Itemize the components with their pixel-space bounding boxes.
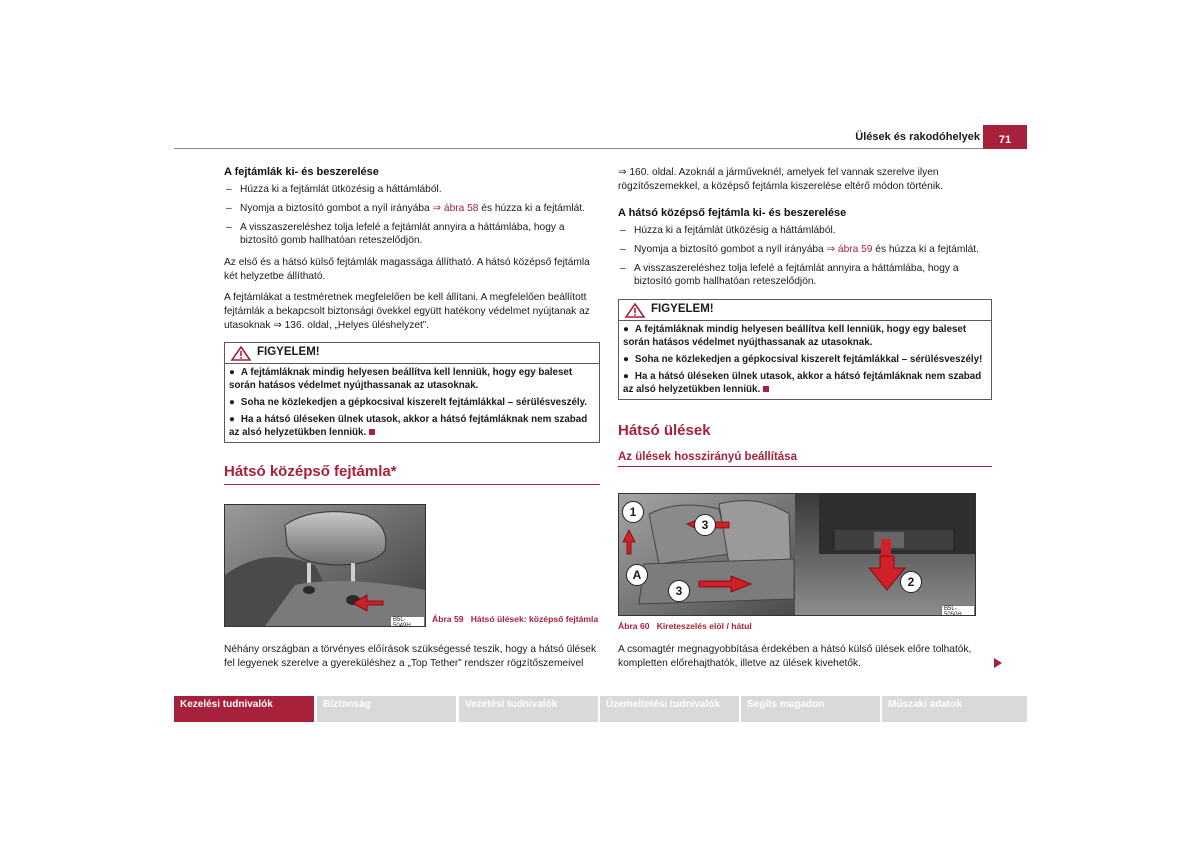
- warning-body: [225, 364, 599, 442]
- section-heading-rear-seats: Hátsó ülések: [618, 422, 711, 439]
- nav-tab-safety[interactable]: Biztonság: [317, 696, 456, 722]
- figure-60-image: [618, 493, 976, 616]
- center-headrest-illustration: [225, 505, 425, 626]
- warning-triangle-icon: [231, 346, 251, 361]
- end-mark: [369, 429, 375, 435]
- figure-60-caption: Ábra 60 Kireteszelés elöl / hátul: [618, 621, 752, 631]
- warning-header: [225, 343, 599, 364]
- continue-arrow-icon[interactable]: [994, 658, 1002, 668]
- figure-59-caption: Ábra 59 Hátsó ülések: középső fejtámla: [432, 614, 599, 624]
- chapter-title: Ülések és rakodóhelyek: [855, 131, 980, 143]
- marker-circle: 1: [622, 501, 644, 523]
- marker-circle: 2: [900, 571, 922, 593]
- nav-tab-maintenance[interactable]: Üzemeltetési tudnivalók: [600, 696, 739, 722]
- section-heading-seat-adjustment: Az ülések hosszirányú beállítása: [618, 451, 797, 463]
- left-column: [224, 166, 600, 485]
- nav-tab-driving[interactable]: Vezetési tudnivalók: [459, 696, 598, 722]
- heading-rule: [224, 484, 600, 485]
- warning-triangle-icon: [625, 303, 645, 318]
- paragraph: A csomagtér megnagyobbítása érdekében a hátsó külső ülések előre tolhatók, kompletten előrehajthatók, illetve az ülések kivehetők.: [618, 644, 972, 669]
- figure-code: B5L-5050H: [941, 605, 975, 616]
- paragraph: Néhány országban a törvényes előírások szükségessé teszik, hogy a hátsó ülések fel legyenek szerelve a gyereküléshez a „Top Tether” rendszer rögzítőszemeivel: [224, 644, 597, 669]
- step-item: – A visszaszereléshez tolja lefelé a fejtámlát annyira a háttámlába, hogy a biztosító gomb hallhatóan reteszelődjön.: [618, 262, 994, 288]
- step-item: – Nyomja a biztosító gombot a nyíl irányába ⇒ ábra 58 és húzza ki a fejtámlát.: [224, 202, 600, 215]
- step-list: [224, 183, 600, 247]
- page-number-box: [983, 125, 1027, 149]
- figure-link-58[interactable]: ⇒ ábra 58: [432, 203, 479, 214]
- warning-body: [619, 321, 991, 399]
- right-column: [618, 166, 994, 467]
- warning-title: FIGYELEM!: [651, 303, 714, 315]
- figure-link-59[interactable]: ⇒ ábra 59: [826, 244, 873, 255]
- running-header: [820, 131, 980, 143]
- warning-header: [619, 300, 991, 321]
- paragraph: Az első és a hátsó külső fejtámlák magassága állítható. A hátsó középső fejtámla két helyzetbe állítható.: [224, 257, 590, 282]
- figure-59-image: [224, 504, 426, 627]
- warning-item: ● Ha a hátsó üléseken ülnek utasok, akkor a hátsó fejtámláknak nem szabad az alsó helyzetükben lenniük.: [229, 414, 588, 438]
- paragraph: ⇒ 160. oldal. Azoknál a járműveknél, amelyek fel vannak szerelve ilyen rögzítőszemekkel, a középső fejtámla kiszerelése eltérő módon történik.: [618, 167, 944, 192]
- step-list: [618, 224, 994, 288]
- warning-item: ● A fejtámláknak mindig helyesen beállítva kell lenniük, hogy egy baleset során hatásos védelmet nyújthassanak az utasoknak.: [623, 324, 967, 348]
- warning-item: ● Soha ne közlekedjen a gépkocsival kiszerelt fejtámlákkal – sérülésveszély!: [623, 354, 983, 365]
- end-mark: [763, 386, 769, 392]
- paragraph: A fejtámlákat a testméretnek megfelelően be kell állítani. A megfelelően beállított fejtámlák a bekapcsolt biztonsági övekkel együtt hatékony védelmet nyújtanak az utasoknak ⇒ 136. oldal, „Helyes üléshelyzet”.: [224, 292, 590, 331]
- marker-circle: A: [626, 564, 648, 586]
- header-rule: [174, 148, 983, 149]
- step-item: – A visszaszereléshez tolja lefelé a fejtámlát annyira a háttámlába, hogy a biztosító gomb hallhatóan reteszelődjön.: [224, 221, 600, 247]
- step-item: – Húzza ki a fejtámlát ütközésig a háttámlából.: [618, 224, 994, 237]
- page-number: 71: [998, 134, 1012, 146]
- heading-rule: [618, 466, 992, 467]
- section-title-headrest-removal: A fejtámlák ki- és beszerelése: [224, 166, 379, 178]
- figure-code: B5L-5049H: [390, 616, 425, 627]
- step-item: – Húzza ki a fejtámlát ütközésig a háttámlából.: [224, 183, 600, 196]
- nav-tab-self-help[interactable]: Segíts magadon: [741, 696, 880, 722]
- warning-item: ● A fejtámláknak mindig helyesen beállítva kell lenniük, hogy egy baleset során hatásos védelmet nyújthassanak az utasoknak.: [229, 367, 573, 391]
- warning-item: ● Ha a hátsó üléseken ülnek utasok, akkor a hátsó fejtámláknak nem szabad az alsó helyzetükben lenniük.: [623, 371, 982, 395]
- warning-item: ● Soha ne közlekedjen a gépkocsival kiszerelt fejtámlákkal – sérülésveszély.: [229, 397, 588, 408]
- section-heading-center-headrest: Hátsó középső fejtámla*: [224, 463, 397, 480]
- step-item: – Nyomja a biztosító gombot a nyíl irányába ⇒ ábra 59 és húzza ki a fejtámlát.: [618, 243, 994, 256]
- section-title-center-headrest: A hátsó középső fejtámla ki- és beszerelése: [618, 207, 847, 219]
- marker-circle: 3: [694, 514, 716, 536]
- marker-circle: 3: [668, 580, 690, 602]
- warning-box: [224, 342, 600, 443]
- nav-tab-operation[interactable]: Kezelési tudnivalók: [174, 696, 314, 722]
- nav-tab-technical-data[interactable]: Műszaki adatok: [882, 696, 1027, 722]
- warning-title: FIGYELEM!: [257, 346, 320, 358]
- warning-box: [618, 299, 992, 400]
